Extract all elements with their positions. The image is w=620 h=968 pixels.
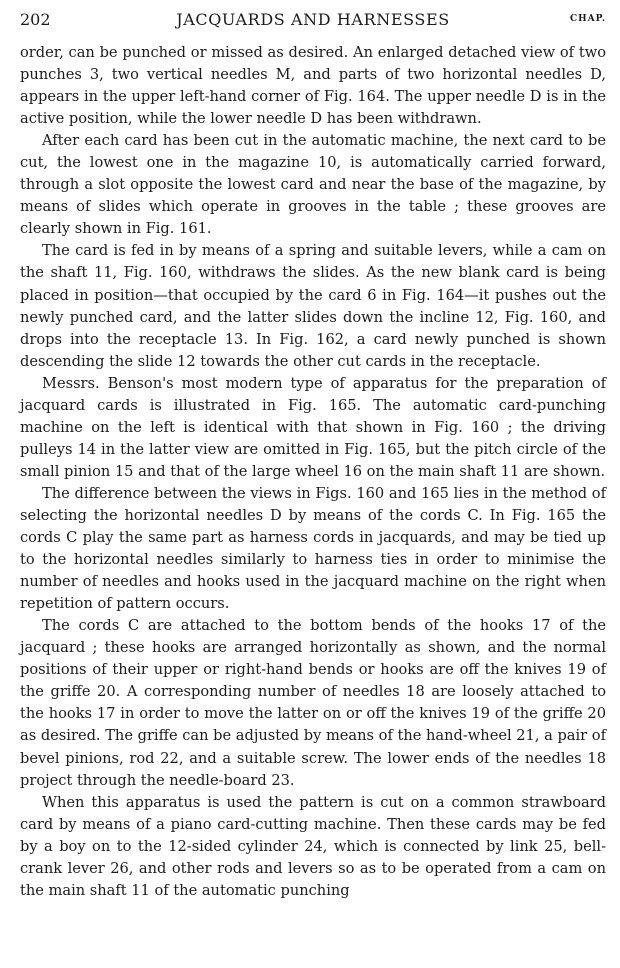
page-number: 202 [20, 10, 51, 29]
paragraph-1: order, can be punched or missed as desired. An enlarged detached view of two punches 3, two vertical needles M, and parts of two horizontal needles D, appears in the upper left-hand corner of Fig. 164. The upper needle D is in the active position, while the lower needle D has been withdrawn. [20, 44, 606, 128]
paragraph-6: The cords C are attached to the bottom bends of the hooks 17 of the jacquard ; these hooks are arranged horizontally as shown, and the normal positions of their upper or right-hand bends or hooks are off the knives 19 of the griffe 20. A corresponding number of needles 18 are loosely attached to the hooks 17 in order to move the latter on or off the knives 19 of the griffe 20 as desired. The griffe can be adjusted by means of the hand-wheel 21, a pair of bevel pinions, rod 22, and a suitable screw. The lower ends of the needles 18 project through the needle-board 23. [20, 617, 606, 789]
chapter-label: CHAP. [569, 14, 606, 24]
paragraph-3: The card is fed in by means of a spring and suitable levers, while a cam on the shaft 11, Fig. 160, withdraws the slides. As the new blank card is being placed in position—that occupied by the card 6 in Fig. 164—it pushes out the newly punched card, and the latter slides down the incline 12, Fig. 160, and drops into the receptacle 13. In Fig. 162, a card newly punched is shown descending the slide 12 towards the other cut cards in the receptacle. [20, 242, 606, 370]
paragraph-7: When this apparatus is used the pattern is cut on a common strawboard card by means of a piano card-cutting machine. Then these cards may be fed by a boy on to the 12-sided cylinder 24, which is connected by link 25, bell-crank lever 26, and other rods and levers so as to be operated from a cam on the main shaft 11 of the automatic punching [20, 793, 606, 899]
paragraph-2: After each card has been cut in the automatic machine, the next card to be cut, the lowest one in the magazine 10, is automatically carried forward, through a slot opposite the lowest card and near the base of the magazine, by means of slides which operate in grooves in the table ; these grooves are clearly shown in Fig. 161. [20, 132, 606, 238]
paragraph-4: Messrs. Benson's most modern type of apparatus for the preparation of jacquard cards is illustrated in Fig. 165. The automatic card-punching machine on the left is identical with that shown in Fig. 160 ; the driving pulleys 14 in the latter view are omitted in Fig. 165, but the pitch circle of the small pinion 15 and that of the large wheel 16 on the main shaft 11 are shown. [20, 374, 606, 480]
book-page [20, 8, 606, 902]
page-header [20, 8, 606, 42]
page-body [20, 42, 606, 902]
paragraph-5: The difference between the views in Figs. 160 and 165 lies in the method of selecting the horizontal needles D by means of the cords C. In Fig. 165 the cords C play the same part as harness cords in jacquards, and may be tied up to the horizontal needles similarly to harness ties in order to minimise the number of needles and hooks used in the jacquard machine on the right when repetition of pattern occurs. [20, 484, 606, 613]
running-title: JACQUARDS AND HARNESSES [176, 10, 450, 29]
